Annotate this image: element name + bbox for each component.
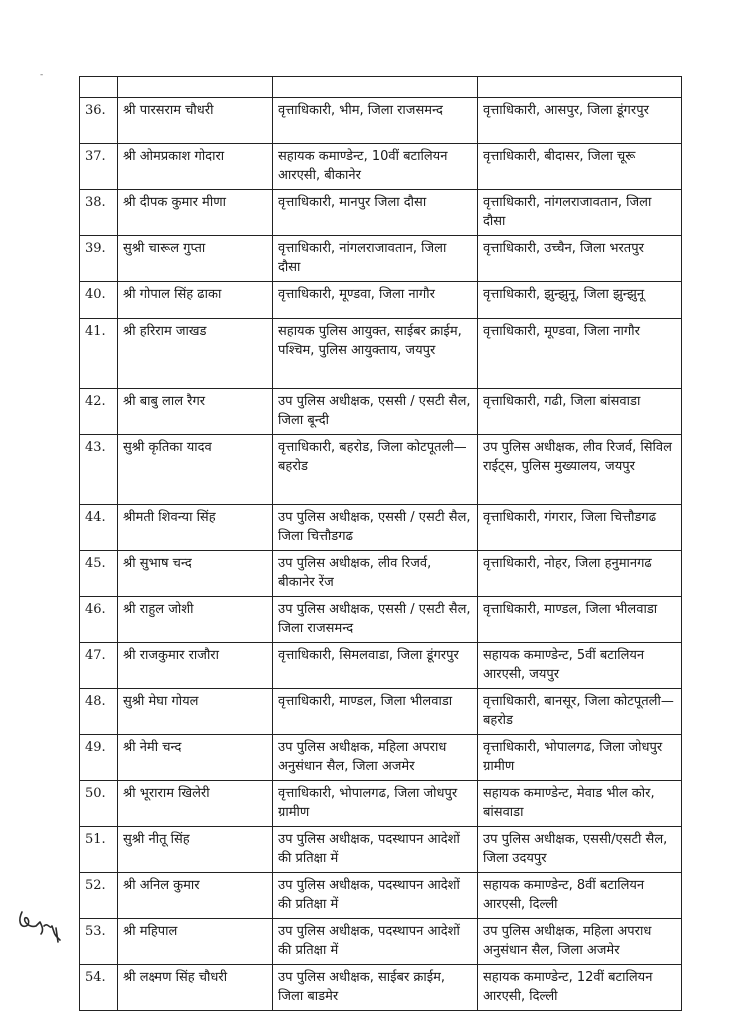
officer-name: श्री नेमी चन्द bbox=[118, 735, 273, 781]
serial-number: 38. bbox=[80, 190, 118, 236]
current-posting: उप पुलिस अधीक्षक, पदस्थापन आदेशों की प्रतिक्षा में bbox=[273, 919, 478, 965]
header-cell bbox=[80, 77, 118, 98]
officer-name: श्रीमती शिवन्या सिंह bbox=[118, 505, 273, 551]
page-mark: - bbox=[40, 70, 44, 80]
officer-name: श्री बाबु लाल रैगर bbox=[118, 389, 273, 435]
serial-number: 53. bbox=[80, 919, 118, 965]
table-row bbox=[80, 735, 682, 781]
current-posting: वृत्ताधिकारी, मूण्डवा, जिला नागौर bbox=[273, 282, 478, 319]
table-row bbox=[80, 781, 682, 827]
new-posting: वृत्ताधिकारी, गढी, जिला बांसवाडा bbox=[478, 389, 682, 435]
officer-name: सुश्री कृतिका यादव bbox=[118, 435, 273, 505]
new-posting: सहायक कमाण्डेन्ट, मेवाड भील कोर, बांसवाडा bbox=[478, 781, 682, 827]
new-posting: वृत्ताधिकारी, गंगरार, जिला चित्तौडगढ bbox=[478, 505, 682, 551]
table-row bbox=[80, 827, 682, 873]
serial-number: 37. bbox=[80, 144, 118, 190]
new-posting: वृत्ताधिकारी, माण्डल, जिला भीलवाडा bbox=[478, 597, 682, 643]
new-posting: वृत्ताधिकारी, नांगलराजावतान, जिला दौसा bbox=[478, 190, 682, 236]
officer-name: श्री पारसराम चौधरी bbox=[118, 98, 273, 144]
new-posting: उप पुलिस अधीक्षक, एससी/एसटी सैल, जिला उदयपुर bbox=[478, 827, 682, 873]
serial-number: 49. bbox=[80, 735, 118, 781]
officer-name: सुश्री चारूल गुप्ता bbox=[118, 236, 273, 282]
current-posting: उप पुलिस अधीक्षक, एससी / एसटी सैल, जिला चित्तौडगढ bbox=[273, 505, 478, 551]
new-posting: वृत्ताधिकारी, बीदासर, जिला चूरू bbox=[478, 144, 682, 190]
new-posting: सहायक कमाण्डेन्ट, 12वीं बटालियन आरएसी, दिल्ली bbox=[478, 965, 682, 1011]
table-row bbox=[80, 873, 682, 919]
officer-name: श्री भूराराम खिलेरी bbox=[118, 781, 273, 827]
table-row bbox=[80, 282, 682, 319]
officer-name: श्री सुभाष चन्द bbox=[118, 551, 273, 597]
serial-number: 45. bbox=[80, 551, 118, 597]
current-posting: वृत्ताधिकारी, भोपालगढ, जिला जोधपुर ग्रामीण bbox=[273, 781, 478, 827]
current-posting: उप पुलिस अधीक्षक, पदस्थापन आदेशों की प्रतिक्षा में bbox=[273, 873, 478, 919]
serial-number: 48. bbox=[80, 689, 118, 735]
current-posting: वृत्ताधिकारी, सिमलवाडा, जिला डूंगरपुर bbox=[273, 643, 478, 689]
new-posting: उप पुलिस अधीक्षक, लीव रिजर्व, सिविल राईट्स, पुलिस मुख्यालय, जयपुर bbox=[478, 435, 682, 505]
officer-name: श्री लक्ष्मण सिंह चौधरी bbox=[118, 965, 273, 1011]
officer-name: श्री ओमप्रकाश गोदारा bbox=[118, 144, 273, 190]
serial-number: 42. bbox=[80, 389, 118, 435]
serial-number: 51. bbox=[80, 827, 118, 873]
serial-number: 46. bbox=[80, 597, 118, 643]
current-posting: वृत्ताधिकारी, मानपुर जिला दौसा bbox=[273, 190, 478, 236]
serial-number: 44. bbox=[80, 505, 118, 551]
officer-name: श्री गोपाल सिंह ढाका bbox=[118, 282, 273, 319]
current-posting: उप पुलिस अधीक्षक, लीव रिजर्व, बीकानेर रेंज bbox=[273, 551, 478, 597]
serial-number: 40. bbox=[80, 282, 118, 319]
new-posting: वृत्ताधिकारी, भोपालगढ, जिला जोधपुर ग्रामीण bbox=[478, 735, 682, 781]
new-posting: सहायक कमाण्डेन्ट, 5वीं बटालियन आरएसी, जयपुर bbox=[478, 643, 682, 689]
table-row bbox=[80, 919, 682, 965]
current-posting: सहायक पुलिस आयुक्त, साईबर क्राईम, पश्चिम, पुलिस आयुक्ताय, जयपुर bbox=[273, 319, 478, 389]
header-cell bbox=[478, 77, 682, 98]
table-row bbox=[80, 98, 682, 144]
header-cell bbox=[118, 77, 273, 98]
current-posting: वृत्ताधिकारी, नांगलराजावतान, जिला दौसा bbox=[273, 236, 478, 282]
table-row bbox=[80, 551, 682, 597]
serial-number: 54. bbox=[80, 965, 118, 1011]
table-row bbox=[80, 144, 682, 190]
new-posting: सहायक कमाण्डेन्ट, 8वीं बटालियन आरएसी, दिल्ली bbox=[478, 873, 682, 919]
new-posting: उप पुलिस अधीक्षक, महिला अपराध अनुसंधान सैल, जिला अजमेर bbox=[478, 919, 682, 965]
officer-name: श्री महिपाल bbox=[118, 919, 273, 965]
serial-number: 39. bbox=[80, 236, 118, 282]
officer-name: श्री राहुल जोशी bbox=[118, 597, 273, 643]
transfer-table-body bbox=[80, 77, 682, 1011]
serial-number: 47. bbox=[80, 643, 118, 689]
current-posting: वृत्ताधिकारी, माण्डल, जिला भीलवाडा bbox=[273, 689, 478, 735]
current-posting: उप पुलिस अधीक्षक, एससी / एसटी सैल, जिला बून्दी bbox=[273, 389, 478, 435]
table-row bbox=[80, 190, 682, 236]
officer-name: श्री राजकुमार राजौरा bbox=[118, 643, 273, 689]
current-posting: उप पुलिस अधीक्षक, साईबर क्राईम, जिला बाडमेर bbox=[273, 965, 478, 1011]
serial-number: 36. bbox=[80, 98, 118, 144]
table-row bbox=[80, 965, 682, 1011]
current-posting: उप पुलिस अधीक्षक, एससी / एसटी सैल, जिला राजसमन्द bbox=[273, 597, 478, 643]
table-row bbox=[80, 319, 682, 389]
officer-name: श्री हरिराम जाखड bbox=[118, 319, 273, 389]
table-row bbox=[80, 435, 682, 505]
table-row bbox=[80, 597, 682, 643]
handwritten-initials bbox=[14, 896, 70, 952]
table-row bbox=[80, 389, 682, 435]
table-row bbox=[80, 236, 682, 282]
officer-name: सुश्री मेघा गोयल bbox=[118, 689, 273, 735]
current-posting: वृत्ताधिकारी, बहरोड, जिला कोटपूतली—बहरोड bbox=[273, 435, 478, 505]
header-cell bbox=[273, 77, 478, 98]
table-row bbox=[80, 643, 682, 689]
new-posting: वृत्ताधिकारी, आसपुर, जिला डूंगरपुर bbox=[478, 98, 682, 144]
new-posting: वृत्ताधिकारी, उच्चैन, जिला भरतपुर bbox=[478, 236, 682, 282]
serial-number: 41. bbox=[80, 319, 118, 389]
new-posting: वृत्ताधिकारी, मूण्डवा, जिला नागौर bbox=[478, 319, 682, 389]
new-posting: वृत्ताधिकारी, झुन्झुनू, जिला झुन्झुनू bbox=[478, 282, 682, 319]
serial-number: 52. bbox=[80, 873, 118, 919]
table-row bbox=[80, 505, 682, 551]
current-posting: वृत्ताधिकारी, भीम, जिला राजसमन्द bbox=[273, 98, 478, 144]
transfer-table bbox=[79, 76, 682, 1011]
officer-name: श्री दीपक कुमार मीणा bbox=[118, 190, 273, 236]
current-posting: सहायक कमाण्डेन्ट, 10वीं बटालियन आरएसी, बीकानेर bbox=[273, 144, 478, 190]
officer-name: सुश्री नीतू सिंह bbox=[118, 827, 273, 873]
current-posting: उप पुलिस अधीक्षक, महिला अपराध अनुसंधान सैल, जिला अजमेर bbox=[273, 735, 478, 781]
table-row bbox=[80, 689, 682, 735]
current-posting: उप पुलिस अधीक्षक, पदस्थापन आदेशों की प्रतिक्षा में bbox=[273, 827, 478, 873]
table-header-row bbox=[80, 77, 682, 98]
officer-name: श्री अनिल कुमार bbox=[118, 873, 273, 919]
new-posting: वृत्ताधिकारी, नोहर, जिला हनुमानगढ bbox=[478, 551, 682, 597]
new-posting: वृत्ताधिकारी, बानसूर, जिला कोटपूतली—बहरोड bbox=[478, 689, 682, 735]
serial-number: 50. bbox=[80, 781, 118, 827]
serial-number: 43. bbox=[80, 435, 118, 505]
